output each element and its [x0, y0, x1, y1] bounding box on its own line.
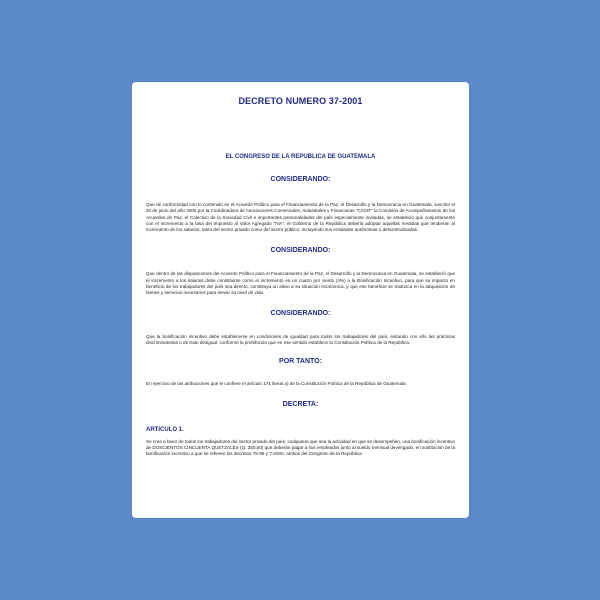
por-tanto-heading: POR TANTO:	[279, 358, 322, 366]
article-1-heading: ARTICULO 1.	[146, 426, 184, 433]
decree-title: DECRETO NUMERO 37-2001	[238, 96, 363, 106]
considerando-text-1: Que de conformidad con lo contenido en el Acuerdo Político para el Financiamiento de la Paz, el Desarrollo y la Democracia en Guatemala, suscrito el 20 de junio del año 2000 por la Coordinadora de Asociaciones Comerciales, Industriales y Financieras "CACIF" la Comisión de Acompañamiento de los Acuerdos de Paz, el Colectivo de la Sociedad Civil e importantes personalidades del país especialmente invitadas, se estableció que conjuntamente con el incremento a la tasa del Impuesto al Valor Agregado "IVA", el Gobierno de la República debería adoptar aquellas medidas que tendieran al incremento de los salarios, tanto del sector privado como del sector público, incluyendo sus entidades autónomas o descentralizadas.	[146, 202, 455, 233]
considerando-text-3: Que la bonificación incentivo debe establecerse en condiciones de igualdad para todos los trabajadores del país, evitando con ello las prácticas discriminatorias o de trato desigual, conforme la prohibición que en ese sentido establece la Constitución Política de la República.	[146, 333, 455, 345]
document-page	[132, 82, 469, 518]
considerando-heading-1: CONSIDERANDO:	[270, 176, 331, 183]
article-1-text: Se crea a favor de todos los trabajadores del sector privado del país, cualquiera que sea la actividad en que se desempeñen, una bonificación incentivo de DOSCIENTOS CINCUENTA QUETZALES (Q. 250.00) que deberán pagar a sus empleados junto al sueldo mensual devengado, en sustitución de la bonificación incentivo a que se refieren los decretos 78-89 y 7-2000, ambos del Congreso de la República.	[146, 438, 455, 457]
por-tanto-text: En ejercicio de las atribuciones que le confiere el artículo 171 literal a) de la Constitución Política de la República de Guatemala.	[146, 381, 407, 387]
decreta-heading: DECRETA:	[282, 400, 319, 408]
considerando-heading-3: CONSIDERANDO:	[270, 309, 331, 317]
considerando-text-2: Que dentro de las disposiciones del Acuerdo Político para el Financiamiento de la Paz, el Desarrollo y la Democracia en Guatemala, se estableció que el incremento a los salarios debe constituirse como el incremento en un cuatro por ciento (4%) a la Bonificación Incentivo, para que su impacto en beneficio de los trabajadores del país sea directo, constituya un alivio a su situación económica, y que ese beneficio se traduzca en la adquisición de bienes y servicios necesarios para elevar su nivel de vida.	[146, 271, 455, 296]
considerando-heading-2: CONSIDERANDO:	[270, 247, 331, 255]
congress-heading: EL CONGRESO DE LA REPUBLICA DE GUATEMALA	[225, 154, 376, 160]
